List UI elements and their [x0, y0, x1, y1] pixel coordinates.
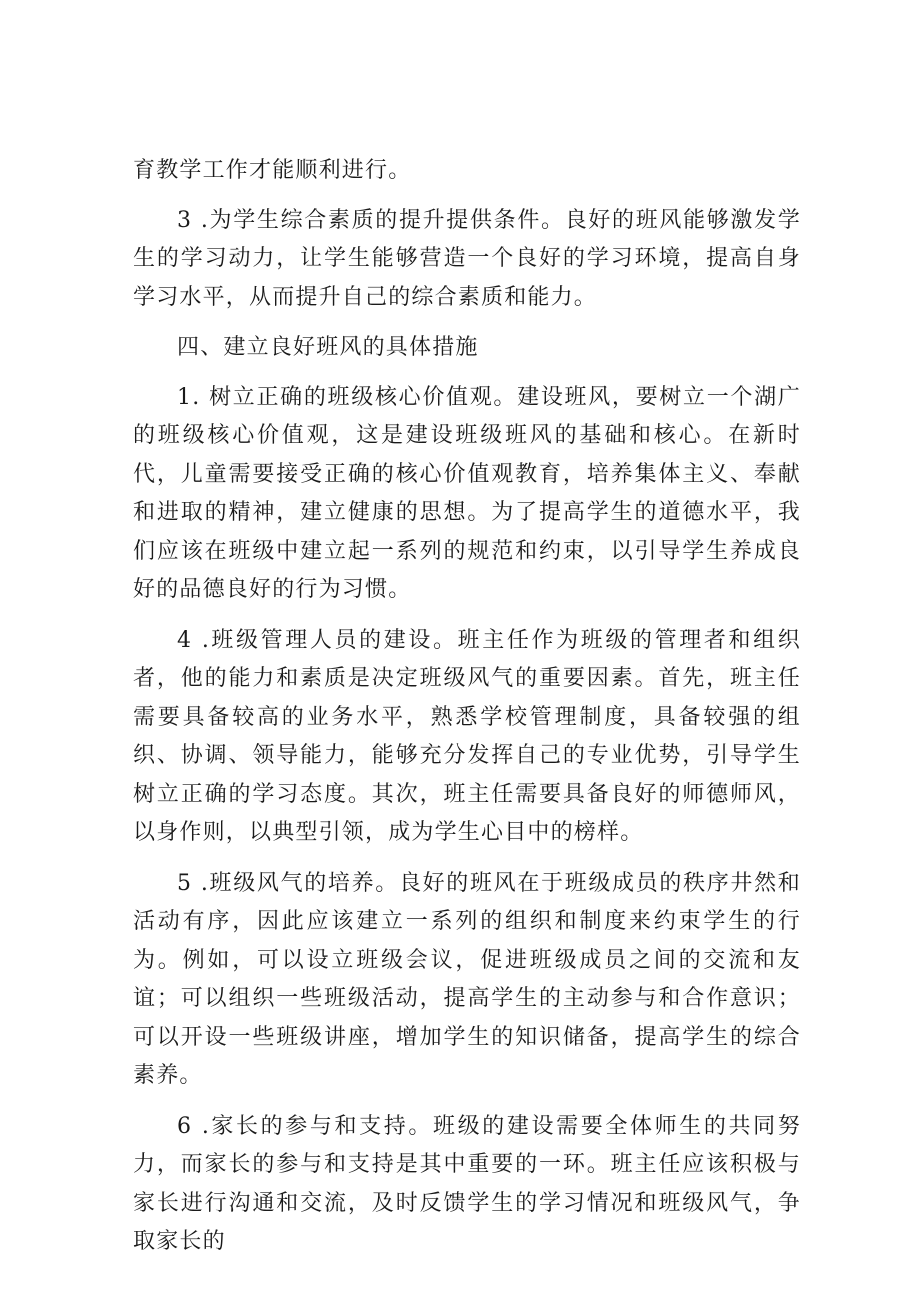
paragraph-item-6: 6 .家长的参与和支持。班级的建设需要全体师生的共同努力，而家长的参与和支持是其中重要的一环。班主任应该积极与家长进行沟通和交流，及时反馈学生的学习情况和班级风气，争取家长的 [133, 1113, 801, 1254]
paragraph-item-5: 5 .班级风气的培养。良好的班风在于班级成员的秩序井然和活动有序，因此应该建立一系列的组织和制度来约束学生的行为。例如，可以设立班级会议，促进班级成员之间的交流和友谊；可以组织一些班级活动，提高学生的主动参与和合作意识；可以开设一些班级讲座，增加学生的知识储备，提高学生的综合素养。 [133, 870, 801, 1088]
paragraph-item-4: 4 .班级管理人员的建设。班主任作为班级的管理者和组织者，他的能力和素质是决定班级风气的重要因素。首先，班主任需要具备较高的业务水平，熟悉学校管理制度，具备较强的组织、协调、领导能力，能够充分发挥自己的专业优势，引导学生树立正确的学习态度。其次，班主任需要具备良好的师德师风，以身作则，以典型引领，成为学生心目中的榜样。 [133, 627, 801, 845]
section-heading: 四、建立良好班风的具体措施 [177, 335, 479, 360]
paragraph-item-3: 3 .为学生综合素质的提升提供条件。良好的班风能够激发学生的学习动力，让学生能够营造一个良好的学习环境，提高自身学习水平，从而提升自己的综合素质和能力。 [133, 207, 801, 310]
document-body [133, 152, 801, 1274]
paragraph-item-1: 1. 树立正确的班级核心价值观。建设班风，要树立一个湖广的班级核心价值观，这是建设班级班风的基础和核心。在新时代，儿童需要接受正确的核心价值观教育，培养集体主义、奉献和进取的精神，建立健康的思想。为了提高学生的道德水平，我们应该在班级中建立起一系列的规范和约束，以引导学生养成良好的品德良好的行为习惯。 [133, 384, 801, 602]
paragraph-continuation: 育教学工作才能顺利进行。 [133, 158, 412, 183]
